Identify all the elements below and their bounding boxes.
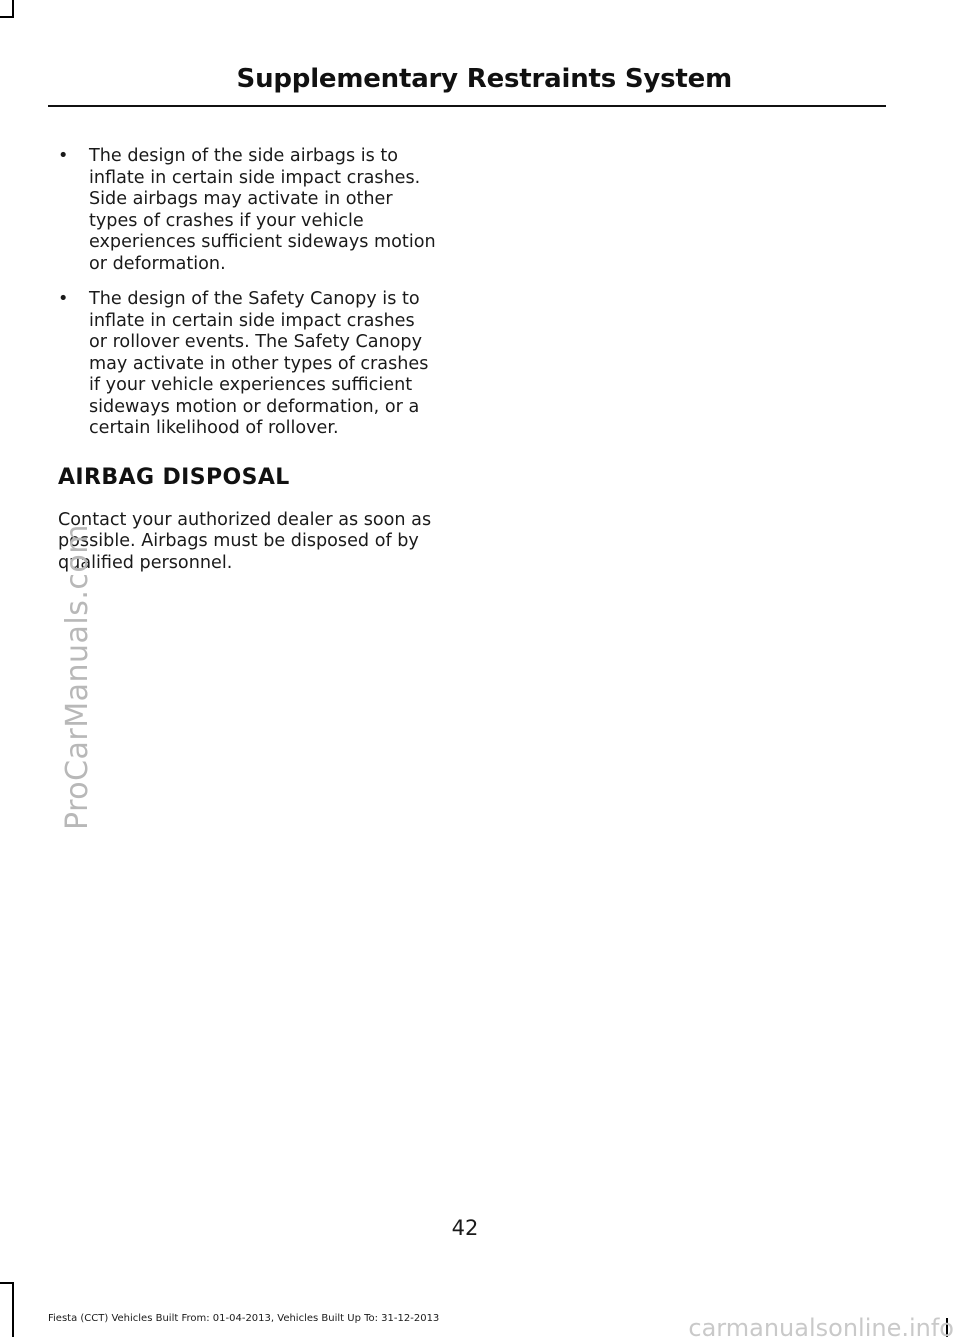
bullet-line: certain likelihood of rollover. — [89, 418, 339, 438]
bullet-line: inflate in certain side impact crashes — [89, 310, 415, 331]
crop-mark-top-left — [0, 16, 14, 18]
paragraph-line: qualified personnel. — [58, 552, 233, 573]
footer-watermark: carmanualsonline.info — [688, 1314, 954, 1342]
paragraph-line: possible. Airbags must be disposed of by — [58, 531, 419, 551]
bullet-line: or deformation. — [89, 253, 226, 274]
header-rule — [48, 105, 886, 107]
crop-mark-bottom-left — [12, 1282, 14, 1337]
bullet-list — [58, 146, 450, 440]
page-number: 42 — [451, 1216, 479, 1240]
section-heading: AIRBAG DISPOSAL — [58, 464, 290, 490]
bullet-item — [58, 289, 450, 440]
disposal-paragraph — [58, 510, 450, 575]
paragraph-line: Contact your authorized dealer as soon as — [58, 509, 432, 530]
bullet-item — [58, 146, 450, 275]
bullet-line: if your vehicle experiences sufficient — [89, 375, 413, 395]
bullet-line: types of crashes if your vehicle — [89, 210, 364, 231]
bullet-line: The design of the Safety Canopy is to — [89, 289, 420, 309]
bullet-line: may activate in other types of crashes — [89, 353, 429, 374]
page-header: Supplementary Restraints System — [236, 64, 732, 94]
content-column — [58, 146, 450, 574]
footer-text: Fiesta (CCT) Vehicles Built From: 01-04-2013, Vehicles Built Up To: 31-12-2013 — [48, 1313, 440, 1324]
bullet-line: experiences sufficient sideways motion — [89, 232, 436, 252]
bullet-marker: • — [58, 146, 69, 166]
bullet-line: sideways motion or deformation, or a — [89, 396, 420, 417]
bullet-line: inflate in certain side impact crashes. — [89, 167, 421, 188]
bullet-line: or rollover events. The Safety Canopy — [89, 332, 423, 352]
bullet-line: The design of the side airbags is to — [89, 146, 399, 166]
side-watermark: ProCarManuals.com — [60, 523, 95, 830]
bullet-marker: • — [58, 289, 69, 309]
bullet-line: Side airbags may activate in other — [89, 189, 393, 209]
crop-mark-bottom-left — [0, 1282, 14, 1284]
